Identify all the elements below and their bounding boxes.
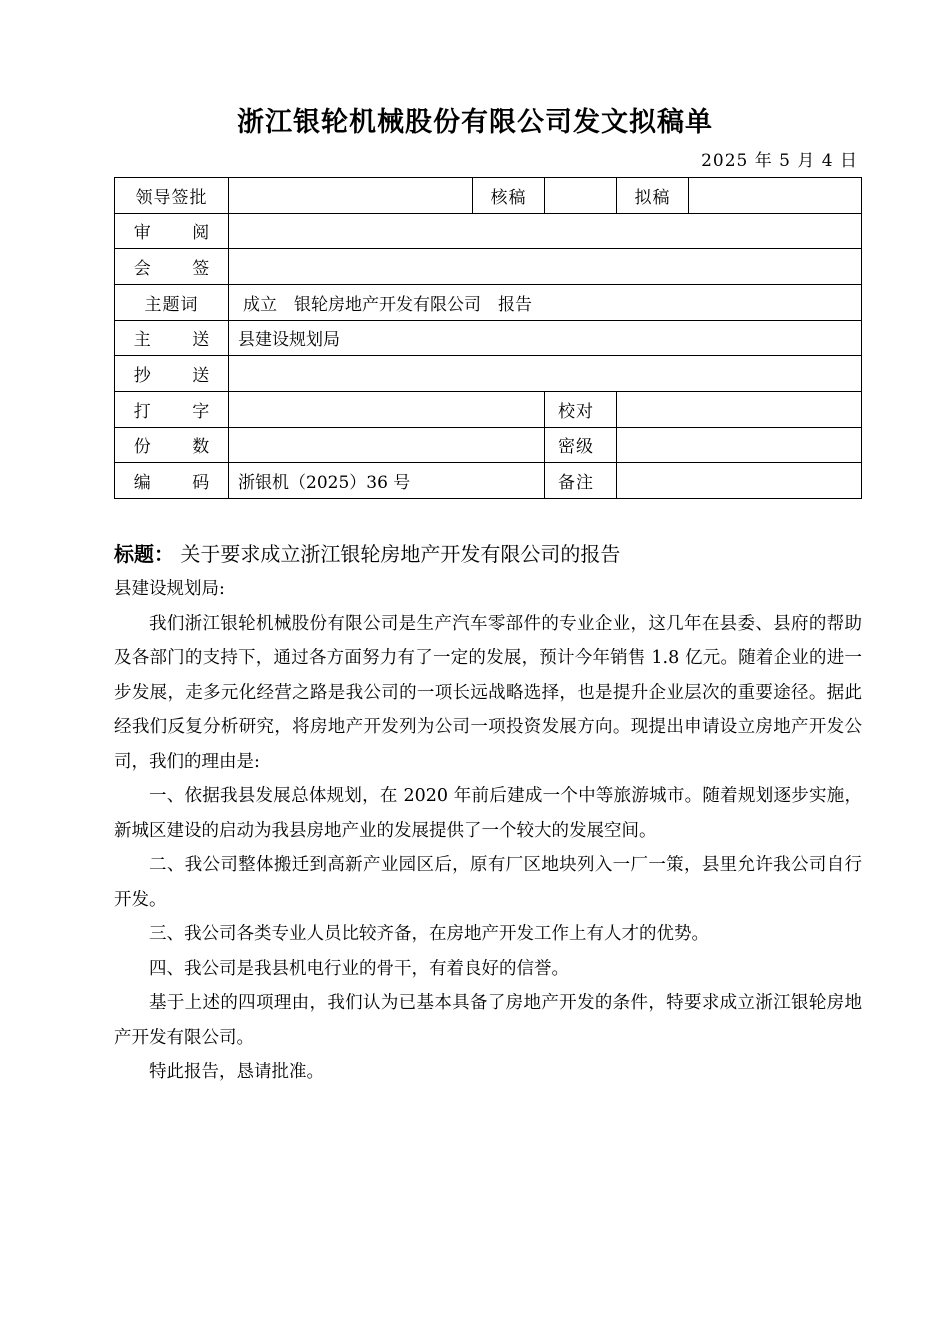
- typing-label: 打 字: [115, 391, 229, 427]
- draft-form-table: [114, 177, 862, 499]
- paragraph-reason-1: 一、依据我县发展总体规划，在 2020 年前后建成一个中等旅游城市。随着规划逐步实施，新城区建设的启动为我县房地产业的发展提供了一个较大的发展空间。: [114, 786, 862, 841]
- form-row-subject-words: [115, 284, 862, 320]
- subject-label: 标题：: [114, 542, 174, 566]
- remarks-field[interactable]: [617, 463, 862, 499]
- main-to-value[interactable]: 县建设规划局: [229, 320, 862, 356]
- leader-sign-label: 领导签批: [115, 178, 229, 214]
- cc-field[interactable]: [229, 356, 862, 392]
- draft-field[interactable]: [689, 178, 862, 214]
- countersign-label: 会 签: [115, 249, 229, 285]
- paragraph-intro: 我们浙江银轮机械股份有限公司是生产汽车零部件的专业企业，这几年在县委、县府的帮助及各部门的支持下，通过各方面努力有了一定的发展，预计今年销售 1.8 亿元。随着企业的进一步发展，走多元化经营之路是我公司的一项长远战略选择，也是提升企业层次的重要途径。据此经我们反复分析研究，将房地产开发列为公司一项投资发展方向。现提出申请设立房地产开发公司，我们的理由是:: [114, 613, 862, 772]
- document-date: 2025 年 5 月 4 日: [701, 151, 858, 171]
- check-field[interactable]: [545, 178, 617, 214]
- form-row-code: [115, 463, 862, 499]
- code-value[interactable]: 浙银机（2025）36 号: [229, 463, 545, 499]
- copies-label: 份 数: [115, 427, 229, 463]
- check-label: 核稿: [473, 178, 545, 214]
- code-label: 编 码: [115, 463, 229, 499]
- subject-words-value[interactable]: 成立 银轮房地产开发有限公司 报告: [229, 284, 862, 320]
- draft-label: 拟稿: [617, 178, 689, 214]
- paragraph-reason-2: 二、我公司整体搬迁到高新产业园区后，原有厂区地块列入一厂一策，县里允许我公司自行开发。: [114, 855, 862, 910]
- form-row-cc: [115, 356, 862, 392]
- leader-sign-field[interactable]: [229, 178, 473, 214]
- form-row-review: [115, 213, 862, 249]
- secrecy-field[interactable]: [617, 427, 862, 463]
- proofread-label: 校对: [545, 391, 617, 427]
- paragraph-closing: 特此报告，恳请批准。: [149, 1062, 324, 1082]
- letter-addressee: 县建设规划局:: [114, 579, 225, 599]
- paragraph-reason-3: 三、我公司各类专业人员比较齐备，在房地产开发工作上有人才的优势。: [149, 924, 709, 944]
- subject-words-label: 主题词: [115, 284, 229, 320]
- form-row-main-to: [115, 320, 862, 356]
- secrecy-label: 密级: [545, 427, 617, 463]
- paragraph-reason-4: 四、我公司是我县机电行业的骨干，有着良好的信誉。: [149, 958, 569, 979]
- form-row-typing: [115, 391, 862, 427]
- letter-subject: [114, 538, 620, 567]
- typing-field[interactable]: [229, 391, 545, 427]
- paragraph-conclusion: 基于上述的四项理由，我们认为已基本具备了房地产开发的条件，特要求成立浙江银轮房地产开发有限公司。: [114, 993, 862, 1048]
- form-row-copies: [115, 427, 862, 463]
- countersign-field[interactable]: [229, 249, 862, 285]
- letter-body: [114, 572, 862, 1090]
- cc-label: 抄 送: [115, 356, 229, 392]
- remarks-label: 备注: [545, 463, 617, 499]
- form-row-countersign: [115, 249, 862, 285]
- main-to-label: 主 送: [115, 320, 229, 356]
- document-title: 浙江银轮机械股份有限公司发文拟稿单: [237, 107, 713, 138]
- copies-field[interactable]: [229, 427, 545, 463]
- form-row-signatures: [115, 178, 862, 214]
- review-field[interactable]: [229, 213, 862, 249]
- proofread-field[interactable]: [617, 391, 862, 427]
- review-label: 审 阅: [115, 213, 229, 249]
- subject-text: 关于要求成立浙江银轮房地产开发有限公司的报告: [180, 542, 621, 566]
